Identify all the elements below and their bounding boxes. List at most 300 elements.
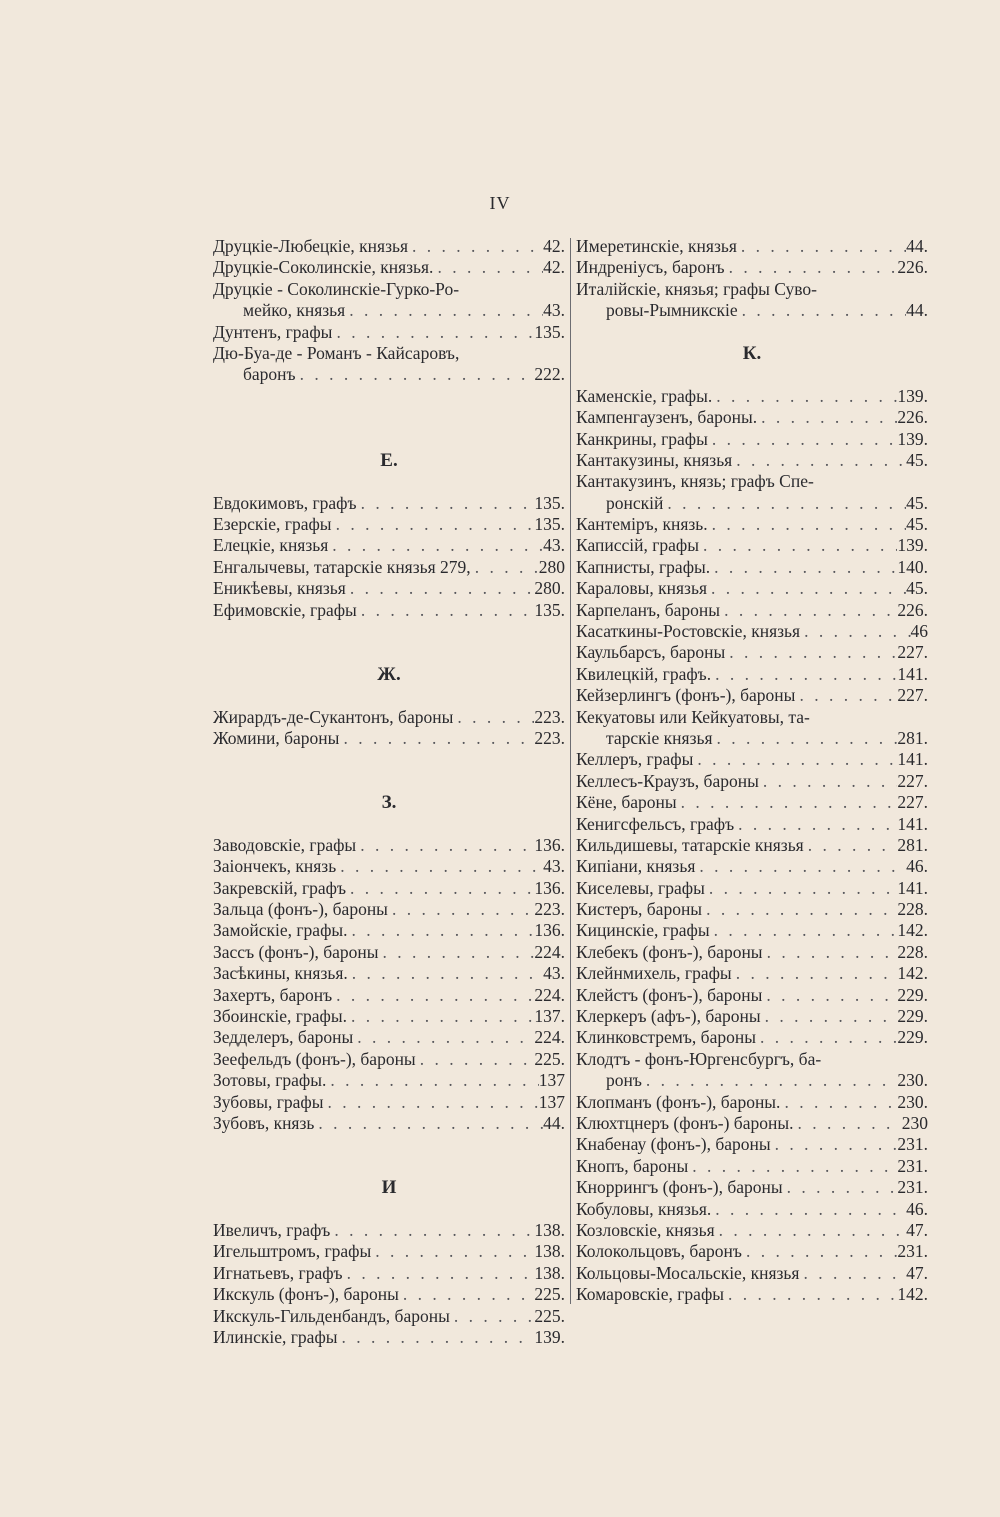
index-entry <box>576 856 928 877</box>
index-entry <box>576 386 928 407</box>
entry-name: Друцкіе-Любецкіе, князья <box>213 235 409 256</box>
entry-page-number: 137 <box>538 1070 565 1091</box>
dot-leader <box>416 1049 535 1070</box>
entry-page-number: 43. <box>543 963 565 984</box>
dot-leader <box>799 1263 906 1284</box>
entry-name: Замойскіе, графы. <box>213 920 348 941</box>
dot-leader <box>338 1327 535 1348</box>
entry-name: Келлеръ, графы <box>576 749 694 770</box>
dot-leader <box>800 621 910 642</box>
index-entry <box>213 878 565 899</box>
dot-leader <box>408 236 543 257</box>
index-entry <box>213 1006 565 1027</box>
index-entry <box>576 1263 928 1284</box>
entry-name: Жомини, бароны <box>213 727 340 748</box>
entry-page-number: 141. <box>897 663 928 684</box>
dot-leader <box>324 1092 539 1113</box>
entry-name: Каменскіе, графы. <box>576 385 713 406</box>
index-entry <box>213 985 565 1006</box>
index-entry <box>576 236 928 257</box>
entry-page-number: 46. <box>906 856 928 877</box>
entry-name: Клейнмихель, графы <box>576 963 732 984</box>
column-divider <box>570 238 571 1304</box>
index-entry <box>213 600 565 621</box>
entry-page-number: 224. <box>534 941 565 962</box>
entry-name-first-line: Друцкіе - Соколинскіе-Гурко-Ро- <box>213 278 460 299</box>
dot-leader <box>708 429 898 450</box>
entry-name: Клейстъ (фонъ-), бароны <box>576 984 763 1005</box>
index-entry <box>576 1199 928 1220</box>
index-entry <box>213 921 565 942</box>
entry-page-number: 229. <box>897 1006 928 1027</box>
entry-name: Зеефельдъ (фонъ-), бароны <box>213 1048 416 1069</box>
index-entry <box>576 621 928 642</box>
index-group-i <box>213 1220 565 1348</box>
entry-name: Кёне, бароны <box>576 792 677 813</box>
dot-leader <box>695 856 906 877</box>
dot-leader <box>761 1006 898 1027</box>
entry-page-number: 228. <box>897 941 928 962</box>
index-entry <box>576 1134 928 1155</box>
entry-name: Икскуль-Гильденбандъ, бароны <box>213 1305 450 1326</box>
index-entry <box>576 963 928 984</box>
entry-name: Дунтенъ, графы <box>213 321 333 342</box>
dot-leader <box>710 920 898 941</box>
index-entry <box>576 985 928 1006</box>
dot-leader <box>699 535 897 556</box>
entry-name: Клюхтцнеръ (фонъ-) бароны. <box>576 1113 794 1133</box>
dot-leader <box>738 300 907 321</box>
entry-name: ровы-Рымникскіе <box>606 300 738 321</box>
index-entry <box>213 1263 565 1284</box>
entry-name: Жирардъ-де-Сукантонъ, бароны <box>213 706 454 727</box>
entry-page-number: 138. <box>534 1219 565 1240</box>
entry-name: Заіончекъ, князь <box>213 856 337 877</box>
index-group-z <box>213 835 565 1134</box>
dot-leader <box>710 557 897 578</box>
dot-leader <box>388 899 534 920</box>
index-entry <box>576 942 928 963</box>
index-entry <box>576 1049 928 1092</box>
entry-name: Зедделеръ, бароны <box>213 1027 354 1048</box>
dot-leader <box>357 600 535 621</box>
index-entry <box>213 942 565 963</box>
dot-leader <box>453 707 534 728</box>
entry-name: ронъ <box>606 1070 642 1091</box>
entry-name: Евдокимовъ, графъ <box>213 492 357 513</box>
dot-leader <box>677 792 898 813</box>
dot-leader <box>642 1070 897 1091</box>
index-entry <box>213 1049 565 1070</box>
dot-leader <box>725 257 898 278</box>
index-entry <box>213 578 565 599</box>
dot-leader <box>346 578 535 599</box>
dot-leader <box>353 1027 534 1048</box>
entry-page-number: 222. <box>534 364 565 385</box>
dot-leader <box>712 386 897 407</box>
entry-page-number: 228. <box>897 899 928 920</box>
dot-leader <box>343 1263 535 1284</box>
entry-page-number: 45. <box>906 578 928 599</box>
entry-page-number: 141. <box>897 749 928 770</box>
dot-leader <box>783 1177 898 1198</box>
dot-leader <box>757 407 897 428</box>
dot-leader <box>357 493 535 514</box>
index-group-e <box>213 493 565 621</box>
entry-page-number: 135. <box>534 514 565 535</box>
entry-name: Караловы, князья <box>576 578 707 599</box>
entry-page-number: 139. <box>897 385 928 406</box>
dot-leader <box>702 899 897 920</box>
index-entry <box>213 856 565 877</box>
index-entry <box>213 1092 565 1113</box>
index-entry <box>576 257 928 278</box>
dot-leader <box>346 878 534 899</box>
entry-page-number: 138. <box>534 1262 565 1283</box>
dot-leader <box>742 1241 897 1262</box>
entry-name: Кенигсфельсъ, графъ <box>576 813 735 834</box>
entry-page-number: 223. <box>534 899 565 920</box>
entry-name: Клеркеръ (афъ-), бароны <box>576 1006 761 1027</box>
entry-name: ронскій <box>606 492 664 513</box>
entry-name: Касаткины-Ростовскіе, князья <box>576 621 801 642</box>
entry-page-number: 223. <box>534 706 565 727</box>
index-entry <box>576 642 928 663</box>
dot-leader <box>379 942 535 963</box>
entry-name: Заводовскіе, графы <box>213 834 357 855</box>
entry-name: Илинскіе, графы <box>213 1326 338 1347</box>
index-entry <box>576 664 928 685</box>
entry-page-number: 140. <box>897 556 928 577</box>
index-entry <box>213 279 565 322</box>
index-entry <box>576 835 928 856</box>
entry-page-number: 227. <box>897 642 928 663</box>
entry-page-number: 227. <box>897 770 928 791</box>
entry-page-number: 230. <box>897 1070 928 1091</box>
entry-name: Зубовъ, князь <box>213 1113 315 1133</box>
index-entry <box>576 1220 928 1241</box>
entry-name-first-line: Клодтъ - фонъ-Юргенсбургъ, ба- <box>576 1048 822 1069</box>
index-entry <box>213 514 565 535</box>
dot-leader <box>762 985 897 1006</box>
index-group-k <box>576 386 928 1306</box>
entry-name: Кноррингъ (фонъ-), бароны <box>576 1177 783 1198</box>
index-entry <box>576 792 928 813</box>
entry-name: тарскіе князья <box>606 727 713 748</box>
entry-page-number: 280. <box>534 578 565 599</box>
dot-leader <box>720 600 897 621</box>
index-entry <box>576 279 928 322</box>
entry-name: Канкрины, графы <box>576 428 708 449</box>
entry-page-number: 135. <box>534 599 565 620</box>
entry-page-number: 231. <box>897 1134 928 1155</box>
index-entry <box>213 557 565 578</box>
entry-page-number: 135. <box>534 492 565 513</box>
entry-page-number: 47. <box>906 1262 928 1283</box>
dot-leader <box>724 1284 897 1305</box>
dot-leader <box>348 963 543 984</box>
entry-name: Кольцовы-Мосальскіе, князья <box>576 1262 800 1283</box>
dot-leader <box>336 856 543 877</box>
entry-name: Закревскій, графъ <box>213 877 347 898</box>
entry-name-first-line: Италійскіе, князья; графы Суво- <box>576 278 818 299</box>
index-entry <box>213 963 565 984</box>
index-entry <box>576 535 928 556</box>
entry-name: Кистеръ, бароны <box>576 899 703 920</box>
entry-name: Колокольцовъ, баронъ <box>576 1241 742 1262</box>
entry-page-number: 224. <box>534 1027 565 1048</box>
index-entry <box>576 1006 928 1027</box>
entry-name: Езерскіе, графы <box>213 514 332 535</box>
entry-page-number: 44. <box>906 235 928 256</box>
entry-page-number: 46. <box>906 1198 928 1219</box>
index-entry <box>213 1027 565 1048</box>
index-entry <box>576 1156 928 1177</box>
entry-name: Клинковстремъ, бароны <box>576 1027 756 1048</box>
entry-name: Квилецкій, графъ. <box>576 663 712 684</box>
index-entry <box>576 1284 928 1305</box>
entry-name: Кампенгаузенъ, бароны. <box>576 407 758 428</box>
dot-leader <box>332 322 534 343</box>
dot-leader <box>737 236 906 257</box>
entry-name: Каписсій, графы <box>576 535 700 556</box>
index-entry <box>576 1241 928 1262</box>
index-entry <box>576 429 928 450</box>
entry-name: Клопманъ (фонъ-), бароны. <box>576 1091 781 1112</box>
index-entry <box>576 921 928 942</box>
entry-name: Икскуль (фонъ-), бароны <box>213 1284 399 1305</box>
dot-leader <box>713 728 898 749</box>
index-entry <box>213 1241 565 1262</box>
entry-name: Имеретинскіе, князья <box>576 235 737 256</box>
dot-leader <box>328 535 543 556</box>
entry-name: Кантеміръ, князь. <box>576 514 708 535</box>
entry-page-number: 137 <box>538 1091 565 1112</box>
entry-name: Зальца (фонъ-), бароны <box>213 899 388 920</box>
entry-name: Козловскіе, князья <box>576 1219 715 1240</box>
entry-page-number: 280 <box>538 556 565 577</box>
entry-page-number: 136. <box>534 834 565 855</box>
dot-leader <box>296 364 535 385</box>
entry-page-number: 224. <box>534 984 565 1005</box>
entry-page-number: 42. <box>543 235 565 256</box>
index-entry <box>213 236 565 257</box>
entry-name-first-line: Кекуатовы или Кейкуатовы, та- <box>576 706 810 727</box>
index-entry <box>576 1092 928 1113</box>
entry-page-number: 138. <box>534 1241 565 1262</box>
index-entry <box>576 514 928 535</box>
dot-leader <box>725 642 897 663</box>
entry-page-number: 142. <box>897 963 928 984</box>
entry-page-number: 225. <box>534 1305 565 1326</box>
entry-name: Киселевы, графы <box>576 877 705 898</box>
index-group-i-continued <box>576 236 928 322</box>
dot-leader <box>356 835 534 856</box>
index-entry <box>576 450 928 471</box>
dot-leader <box>711 1199 906 1220</box>
entry-page-number: 141. <box>897 877 928 898</box>
entry-name: Индреніусъ, баронъ <box>576 257 725 278</box>
dot-leader <box>732 963 898 984</box>
dot-leader <box>663 493 906 514</box>
entry-name: Захертъ, баронъ <box>213 984 333 1005</box>
index-entry <box>213 1070 565 1091</box>
index-entry <box>213 493 565 514</box>
entry-name: Игнатьевъ, графъ <box>213 1262 343 1283</box>
entry-page-number: 227. <box>897 792 928 813</box>
entry-page-number: 43. <box>543 856 565 877</box>
page-number: IV <box>489 193 511 213</box>
entry-page-number: 227. <box>897 685 928 706</box>
dot-leader <box>693 749 897 770</box>
dot-leader <box>347 1006 534 1027</box>
entry-page-number: 45. <box>906 492 928 513</box>
index-entry <box>576 600 928 621</box>
index-entry <box>576 749 928 770</box>
entry-name: Зубовы, графы <box>213 1091 324 1112</box>
entry-page-number: 139. <box>897 428 928 449</box>
entry-page-number: 135. <box>534 321 565 342</box>
entry-name: Ефимовскіе, графы <box>213 599 357 620</box>
entry-page-number: 226. <box>897 407 928 428</box>
entry-page-number: 47. <box>906 1219 928 1240</box>
dot-leader <box>314 1113 543 1134</box>
index-group-d-continued <box>213 236 565 386</box>
dot-leader <box>371 1241 534 1262</box>
dot-leader <box>688 1156 897 1177</box>
entry-name: Клебекъ (фонъ-), бароны <box>576 941 763 962</box>
entry-page-number: 45. <box>906 449 928 470</box>
entry-page-number: 44. <box>906 300 928 321</box>
dot-leader <box>711 664 897 685</box>
entry-name: баронъ <box>243 364 296 385</box>
entry-name: Еникѣевы, князья <box>213 578 346 599</box>
entry-name: Елецкіе, князья <box>213 535 329 556</box>
entry-name: мейко, князья <box>243 300 346 321</box>
entry-page-number: 139. <box>897 535 928 556</box>
entry-name: Ивеличъ, графъ <box>213 1219 331 1240</box>
entry-page-number: 136. <box>534 920 565 941</box>
entry-name: Зотовы, графы. <box>213 1070 327 1091</box>
index-entry <box>576 1027 928 1048</box>
dot-leader <box>804 835 898 856</box>
index-entry <box>213 1220 565 1241</box>
index-entry <box>213 728 565 749</box>
dot-leader <box>771 1134 898 1155</box>
index-entry <box>576 407 928 428</box>
index-entry <box>213 343 565 386</box>
section-heading-i: И <box>381 1177 397 1199</box>
entry-page-number: 281. <box>897 834 928 855</box>
dot-leader <box>795 685 897 706</box>
dot-leader <box>705 878 898 899</box>
dot-leader <box>399 1284 535 1305</box>
index-entry <box>213 322 565 343</box>
dot-leader <box>332 514 535 535</box>
index-entry <box>576 1113 928 1134</box>
left-column <box>213 236 565 1348</box>
index-entry <box>213 835 565 856</box>
dot-leader <box>793 1113 901 1134</box>
index-entry <box>576 771 928 792</box>
entry-page-number: 231. <box>897 1177 928 1198</box>
entry-page-number: 225. <box>534 1048 565 1069</box>
entry-page-number: 226. <box>897 257 928 278</box>
index-entry <box>213 1327 565 1348</box>
entry-page-number: 229. <box>897 984 928 1005</box>
entry-name: Каульбарсъ, бароны <box>576 642 726 663</box>
entry-page-number: 231. <box>897 1155 928 1176</box>
entry-page-number: 42. <box>543 257 565 278</box>
dot-leader <box>780 1092 897 1113</box>
entry-page-number: 43. <box>543 300 565 321</box>
entry-name: Келлесъ-Краузъ, бароны <box>576 770 759 791</box>
index-entry <box>213 535 565 556</box>
index-entry <box>576 557 928 578</box>
entry-name: Капнисты, графы. <box>576 556 711 577</box>
index-entry <box>576 685 928 706</box>
index-entry <box>576 899 928 920</box>
dot-leader <box>734 814 897 835</box>
entry-page-number: 225. <box>534 1284 565 1305</box>
entry-name: Кнопъ, бароны <box>576 1155 689 1176</box>
dot-leader <box>707 578 906 599</box>
index-entry <box>213 1113 565 1134</box>
dot-leader <box>756 1027 897 1048</box>
entry-page-number: 230 <box>901 1113 928 1133</box>
dot-leader <box>330 1220 534 1241</box>
index-entry <box>213 1306 565 1327</box>
entry-name: Друцкіе-Соколинскіе, князья. <box>213 257 434 278</box>
entry-name-first-line: Кантакузинъ, князь; графъ Спе- <box>576 471 814 492</box>
dot-leader <box>332 985 534 1006</box>
entry-name: Комаровскіе, графы <box>576 1284 725 1305</box>
entry-name: Енгалычевы, татарскіе князья 279, <box>213 556 471 577</box>
entry-name: Кильдишевы, татарскіе князья <box>576 834 804 855</box>
entry-name: Кобуловы, князья. <box>576 1198 712 1219</box>
entry-page-number: 137. <box>534 1006 565 1027</box>
entry-page-number: 46 <box>910 621 928 642</box>
dot-leader <box>345 300 543 321</box>
entry-name: Кипіани, князья <box>576 856 696 877</box>
section-heading-z: З. <box>381 792 397 814</box>
dot-leader <box>326 1070 538 1091</box>
entry-name: Кейзерлингъ (фонъ-), бароны <box>576 685 796 706</box>
entry-page-number: 136. <box>534 877 565 898</box>
index-entry <box>213 899 565 920</box>
index-entry <box>576 878 928 899</box>
index-group-zh <box>213 707 565 750</box>
dot-leader <box>759 771 898 792</box>
index-entry <box>576 707 928 750</box>
entry-page-number: 142. <box>897 920 928 941</box>
index-entry <box>576 814 928 835</box>
dot-leader <box>732 450 906 471</box>
index-entry <box>576 578 928 599</box>
entry-name: Зассъ (фонъ-), бароны <box>213 941 379 962</box>
right-column <box>576 236 928 1306</box>
entry-page-number: 44. <box>543 1113 565 1133</box>
dot-leader <box>763 942 898 963</box>
entry-name: Кнабенау (фонъ-), бароны <box>576 1134 771 1155</box>
index-entry <box>576 471 928 514</box>
dot-leader <box>708 514 906 535</box>
entry-name: Засѣкины, князья. <box>213 963 348 984</box>
index-entry <box>576 1177 928 1198</box>
entry-page-number: 141. <box>897 813 928 834</box>
dot-leader <box>471 557 539 578</box>
entry-page-number: 142. <box>897 1284 928 1305</box>
